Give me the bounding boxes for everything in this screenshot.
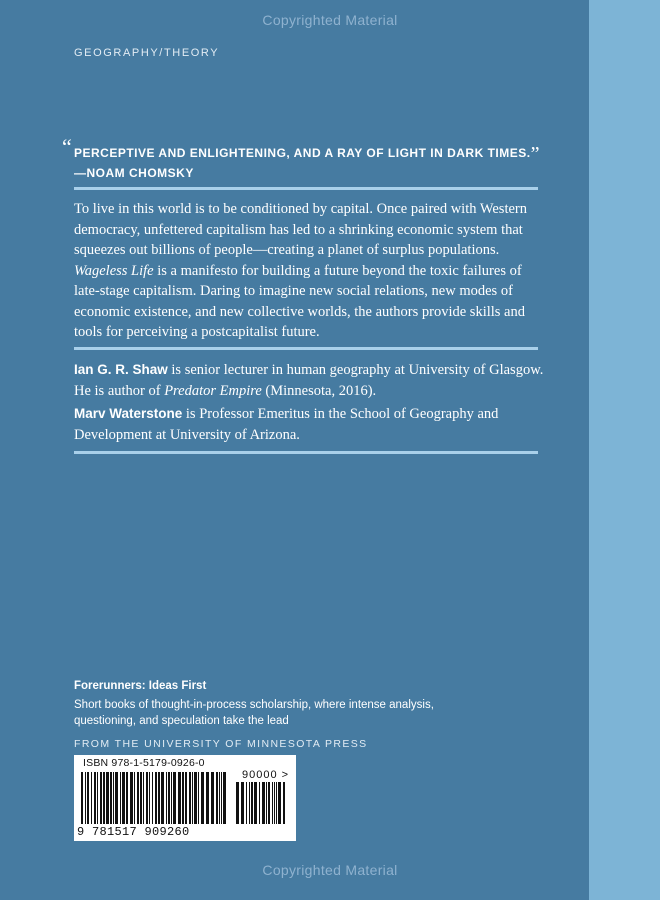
author-name: Ian G. R. Shaw — [74, 362, 168, 377]
description-part-2: is a manifesto for building a future beyond the toxic failures of late-stage capitalism. Daring to imagine new social relations, new modes of economic existence, and new collective worlds, the authors provide skills and tools for perceiving a postcapitalist future. — [74, 262, 525, 340]
barcode-bar — [223, 772, 226, 824]
barcode-bar — [251, 782, 253, 824]
watermark-top: Copyrighted Material — [262, 12, 398, 28]
barcode-bar — [173, 772, 176, 824]
barcode-bar — [262, 782, 265, 824]
spine-strip — [589, 0, 660, 900]
open-quote-mark: “ — [62, 134, 73, 159]
barcode-bar — [274, 782, 275, 824]
barcode-bar — [211, 772, 214, 824]
price-barcode-bars — [234, 782, 290, 824]
barcode-bar — [155, 772, 157, 824]
barcode-bar — [219, 772, 220, 824]
barcode-bar — [283, 782, 285, 824]
barcode-bar — [146, 772, 148, 824]
author-name: Marv Waterstone — [74, 406, 183, 421]
isbn-barcode — [74, 755, 296, 841]
barcode-bar — [110, 772, 112, 824]
barcode-digits: 9 781517 909260 — [77, 825, 190, 839]
barcode-bars — [79, 772, 231, 824]
barcode-bar — [161, 772, 164, 824]
barcode-bar — [185, 772, 187, 824]
barcode-bar — [94, 772, 96, 824]
barcode-bar — [168, 772, 170, 824]
barcode-bar — [259, 782, 260, 824]
barcode-bar — [115, 772, 118, 824]
barcode-bar — [81, 772, 83, 824]
barcode-bar — [216, 772, 218, 824]
isbn-label: ISBN 978-1-5179-0926-0 — [83, 757, 205, 769]
watermark-bottom: Copyrighted Material — [262, 862, 398, 878]
blurb-quote — [62, 134, 544, 183]
barcode-bar — [278, 782, 281, 824]
barcode-bar — [152, 772, 153, 824]
barcode-bar — [171, 772, 172, 824]
publisher-line: FROM THE UNIVERSITY OF MINNESOTA PRESS — [74, 738, 368, 750]
barcode-bar — [221, 772, 222, 824]
divider-rule — [74, 451, 538, 454]
barcode-bar — [246, 782, 247, 824]
barcode-bar — [189, 772, 191, 824]
barcode-bar — [166, 772, 167, 824]
barcode-bar — [91, 772, 92, 824]
author-bio — [74, 404, 544, 445]
barcode-bar — [276, 782, 277, 824]
barcode-bar — [201, 772, 204, 824]
author-book-title: Predator Empire — [164, 382, 262, 399]
barcode-bar — [206, 772, 209, 824]
quote-attribution: —NOAM CHOMSKY — [74, 166, 194, 180]
barcode-bar — [198, 772, 199, 824]
author-bio — [74, 360, 544, 401]
barcode-bar — [120, 772, 121, 824]
divider-rule — [74, 347, 538, 350]
author-bio-text-end: (Minnesota, 2016). — [261, 382, 377, 399]
barcode-bar — [140, 772, 142, 824]
barcode-bar — [87, 772, 89, 824]
barcode-bar — [266, 782, 267, 824]
barcode-bar — [143, 772, 144, 824]
barcode-bar — [249, 782, 250, 824]
barcode-bar — [106, 772, 109, 824]
description-paragraph — [74, 199, 544, 343]
close-quote-mark: ” — [530, 143, 540, 165]
author-bio-text: is senior lecturer in human geography at University of Glasgow. He is author of — [74, 362, 544, 399]
series-description: Short books of thought-in-process scholarship, where intense analysis, questioning, and speculation take the lead — [74, 699, 434, 727]
barcode-bar — [272, 782, 273, 824]
barcode-bar — [178, 772, 181, 824]
barcode-bar — [122, 772, 125, 824]
barcode-bar — [182, 772, 184, 824]
category-label: GEOGRAPHY/THEORY — [74, 47, 220, 59]
barcode-bar — [113, 772, 114, 824]
barcode-bar — [158, 772, 160, 824]
barcode-bar — [192, 772, 193, 824]
barcode-bar — [103, 772, 105, 824]
book-title: Wageless Life — [74, 262, 154, 279]
divider-rule — [74, 187, 538, 190]
barcode-bar — [149, 772, 150, 824]
barcode-bar — [126, 772, 128, 824]
author-bio-text: is Professor Emeritus in the School of Geography and Development at University of Arizona. — [74, 406, 499, 443]
barcode-bar — [236, 782, 239, 824]
price-code: 90000 > — [242, 769, 290, 781]
barcode-bar — [137, 772, 139, 824]
series-title: Forerunners: Ideas First — [74, 680, 207, 692]
description-part-1: To live in this world is to be conditioned by capital. Once paired with Western democracy, unfettered capitalism has led to a shrinking economic system that squeezes out billions of people—creating a planet of surplus populations. — [74, 201, 527, 258]
barcode-bar — [268, 782, 270, 824]
barcode-bar — [100, 772, 102, 824]
barcode-bar — [130, 772, 133, 824]
barcode-bar — [194, 772, 197, 824]
barcode-bar — [97, 772, 98, 824]
barcode-bar — [85, 772, 86, 824]
barcode-bar — [241, 782, 244, 824]
barcode-bar — [254, 782, 257, 824]
barcode-bar — [134, 772, 135, 824]
quote-text: PERCEPTIVE AND ENLIGHTENING, AND A RAY OF LIGHT IN DARK TIMES. — [74, 146, 531, 160]
